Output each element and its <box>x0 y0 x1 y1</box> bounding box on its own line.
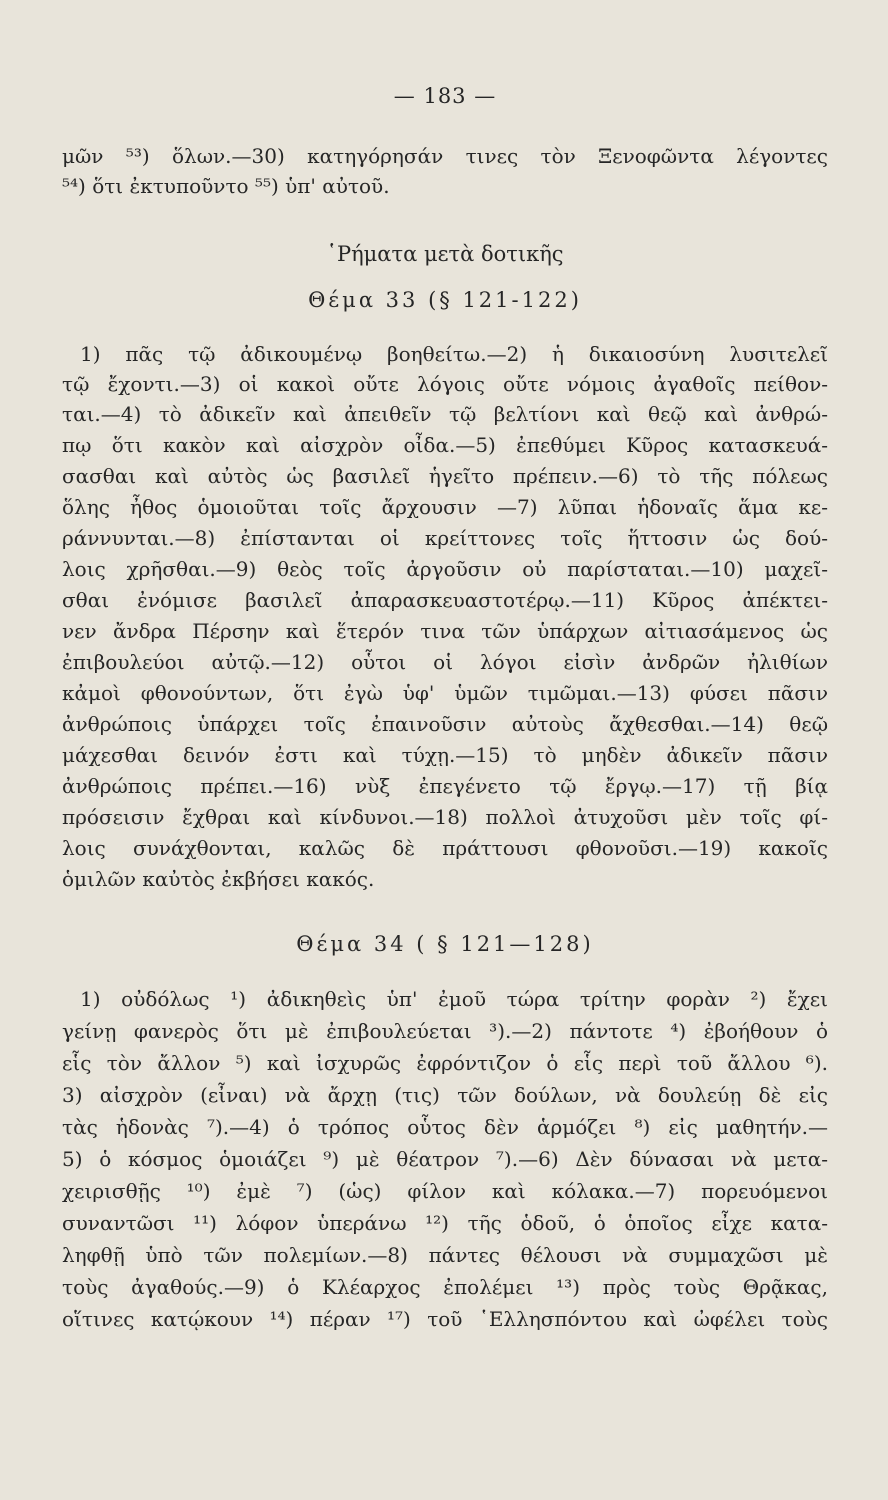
text-line: ⁵⁴) ὅτι ἐκτυποῦντο ⁵⁵) ὑπ' αὐτοῦ. <box>62 174 390 198</box>
text-line: 1) πᾶς τῷ ἀδικουμένῳ βοηθείτω.—2) ἡ δικαιοσύνη λυσιτελεῖ <box>80 342 828 366</box>
text-line: τῷ ἔχοντι.—3) οἱ κακοὶ οὔτε λόγοις οὔτε νόμοις ἀγαθοῖς πείθον- <box>62 372 828 396</box>
text-line: γείνῃ φανερὸς ὅτι μὲ ἐπιβουλεύεται ³).—2) πάντοτε ⁴) ἐβοήθουν ὁ <box>62 1019 828 1043</box>
text-line: πρόσεισιν ἔχθραι καὶ κίνδυνοι.—18) πολλοὶ ἀτυχοῦσι μὲν τοῖς φί- <box>62 805 828 829</box>
text-line: λοις συνάχθονται, καλῶς δὲ πράττουσι φθονοῦσι.—19) κακοῖς <box>62 836 828 860</box>
text-line: ἀνθρώποις ὑπάρχει τοῖς ἐπαινοῦσιν αὐτοὺς ἄχθεσθαι.—14) θεῷ <box>62 712 828 736</box>
text-line: ται.—4) τὸ ἀδικεῖν καὶ ἀπειθεῖν τῷ βελτίονι καὶ θεῷ καὶ ἀνθρώ- <box>62 402 828 426</box>
theme-33-heading: Θέμα 33 (§ 121-122) <box>308 288 582 312</box>
text-line: νεν ἄνδρα Πέρσην καὶ ἕτερόν τινα τῶν ὑπάρχων αἰτιασάμενος ὡς <box>62 619 828 643</box>
text-line: εἷς τὸν ἄλλον ⁵) καὶ ἰσχυρῶς ἐφρόντιζον ὁ εἷς περὶ τοῦ ἄλλου ⁶). <box>62 1051 828 1075</box>
text-line: ράννυνται.—8) ἐπίστανται οἱ κρείττονες τοῖς ἥττοσιν ὡς δού- <box>62 526 828 550</box>
text-line: ἀνθρώποις πρέπει.—16) νὺξ ἐπεγένετο τῷ ἔργῳ.—17) τῇ βίᾳ <box>62 774 828 798</box>
text-line: 5) ὁ κόσμος ὁμοιάζει ⁹) μὲ θέατρον ⁷).—6) Δὲν δύνασαι νὰ μετα- <box>62 1147 828 1171</box>
page-number: — 183 — <box>393 84 497 108</box>
text-line: σασθαι καὶ αὐτὸς ὡς βασιλεῖ ἡγεῖτο πρέπειν.—6) τὸ τῆς πόλεως <box>62 464 828 488</box>
text-line: ὅλης ἦθος ὁμοιοῦται τοῖς ἄρχουσιν —7) λῦπαι ἡδοναῖς ἅμα κε- <box>62 495 828 519</box>
text-line: οἵτινες κατῴκουν ¹⁴) πέραν ¹⁷) τοῦ ῾Ελλησπόντου καὶ ὠφέλει τοὺς <box>62 1307 828 1331</box>
text-line: 3) αἰσχρὸν (εἶναι) νὰ ἄρχῃ (τις) τῶν δούλων, νὰ δουλεύῃ δὲ εἰς <box>62 1083 828 1107</box>
text-line: τὰς ἡδονὰς ⁷).—4) ὁ τρόπος οὗτος δὲν ἁρμόζει ⁸) εἰς μαθητήν.— <box>62 1115 828 1139</box>
text-line: συναντῶσι ¹¹) λόφον ὑπεράνω ¹²) τῆς ὁδοῦ, ὁ ὁποῖος εἶχε κατα- <box>62 1211 828 1235</box>
text-line: μάχεσθαι δεινόν ἐστι καὶ τύχῃ.—15) τὸ μηδὲν ἀδικεῖν πᾶσιν <box>62 743 828 767</box>
text-line: κἀμοὶ φθονούντων, ὅτι ἐγὼ ὑφ' ὑμῶν τιμῶμαι.—13) φύσει πᾶσιν <box>62 681 828 705</box>
text-line: τοὺς ἀγαθούς.—9) ὁ Κλέαρχος ἐπολέμει ¹³) πρὸς τοὺς Θρᾷκας, <box>62 1275 828 1299</box>
text-line: χειρισθῇς ¹⁰) ἐμὲ ⁷) (ὡς) φίλον καὶ κόλακα.—7) πορευόμενοι <box>62 1179 828 1203</box>
text-line: σθαι ἐνόμισε βασιλεῖ ἀπαρασκευαστοτέρῳ.—11) Κῦρος ἀπέκτει- <box>62 588 828 612</box>
text-line: λοις χρῆσθαι.—9) θεὸς τοῖς ἀργοῦσιν οὐ παρίσταται.—10) μαχεῖ- <box>62 557 828 581</box>
theme-34-heading: Θέμα 34 ( § 121—128) <box>296 932 594 956</box>
text-line: 1) οὐδόλως ¹) ἀδικηθεὶς ὑπ' ἐμοῦ τώρα τρίτην φορὰν ²) ἔχει <box>80 987 828 1011</box>
text-line: πῳ ὅτι κακὸν καὶ αἰσχρὸν οἶδα.—5) ἐπεθύμει Κῦρος κατασκευά- <box>62 433 828 457</box>
section-heading: ῾Ρήματα μετὰ δοτικῆς <box>326 242 564 266</box>
text-line: ληφθῇ ὑπὸ τῶν πολεμίων.—8) πάντες θέλουσι νὰ συμμαχῶσι μὲ <box>62 1243 828 1267</box>
text-line: ὁμιλῶν καὐτὸς ἐκβήσει κακός. <box>62 867 375 891</box>
text-line: μῶν ⁵³) ὅλων.—30) κατηγόρησάν τινες τὸν Ξενοφῶντα λέγοντες <box>62 144 828 168</box>
text-line: ἐπιβουλεύοι αὐτῷ.—12) οὗτοι οἱ λόγοι εἰσὶν ἀνδρῶν ἠλιθίων <box>62 650 828 674</box>
